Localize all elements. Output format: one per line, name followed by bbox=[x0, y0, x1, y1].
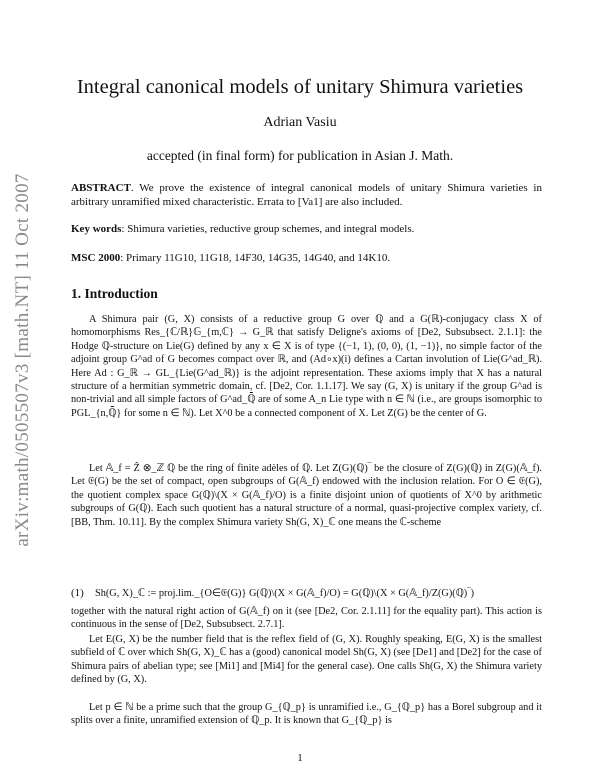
paragraph-text: A Shimura pair (G, X) consists of a reductive group G over ℚ and a G(ℝ)-conjugacy class X of homomorphisms Res_{ℂ/ℝ}𝔾_{m,ℂ} → G_ℝ that satisfy Deligne's axioms of [De2, Subsubsect. 2.1.1]: the Hodge ℚ-structure on Lie(G) defined by any x ∈ X is of type {(−1, 1), (0, 0), (1, −1)}, no simple factor of the adjoint group G^ad of G becomes compact over ℝ, and (Ad∘x)(i) defines a Cartan involution of Lie(G^ad_ℝ). Here Ad : G_ℝ → GL_{Lie(G^ad_ℝ)} is the adjoint representation. These axioms imply that X has a natural structure of a hermitian symmetric domain, cf. [De2, Cor. 1.1.17]. We say (G, X) is unitary if the group G^ad is non-trivial and all simple factors of G^ad_ℚ̄ are of some A_n Lie type with n ∈ ℕ (i.e., are groups isomorphic to PGL_{n,ℚ̄} for some n ∈ ℕ). Let X^0 be a connected component of X. Let Z(G) be the center of G. bbox=[71, 314, 542, 419]
keywords-label: Key words bbox=[71, 223, 122, 235]
msc-text: : Primary 11G10, 11G18, 14F30, 14G35, 14G40, and 14K10. bbox=[120, 252, 391, 264]
intro-paragraph-1 bbox=[71, 313, 542, 420]
abstract-label: ABSTRACT bbox=[71, 182, 131, 194]
msc-classification bbox=[71, 251, 542, 265]
keywords bbox=[71, 222, 542, 236]
publication-note: accepted (in final form) for publication in Asian J. Math. bbox=[146, 148, 454, 163]
paragraph-text: Let E(G, X) be the number field that is the reflex field of (G, X). Roughly speaking, E(G, X) is the smallest subfield of ℂ over which Sh(G, X)_ℂ has a (good) canonical model Sh(G, X) (see [De1] and [De2] for the case of Shimura pairs of abelian type; see [Mi1] and [Mi4] for the general case). One calls Sh(G, X) the Shimura variety defined by (G, X). bbox=[71, 634, 542, 686]
paper-title: Integral canonical models of unitary Shimura varieties bbox=[76, 76, 524, 98]
abstract bbox=[71, 181, 542, 210]
equation-body: Sh(G, X)_ℂ := proj.lim._{O∈𝔈(G)} G(ℚ)\(X × G(𝔸_f)/O) = G(ℚ)\(X × G(𝔸_f)/Z(G)(ℚ)‾) bbox=[95, 588, 475, 599]
intro-paragraph-3 bbox=[71, 605, 542, 632]
equation-number: (1) bbox=[71, 587, 84, 599]
paragraph-text: together with the natural right action of G(𝔸_f) on it (see [De2, Cor. 2.1.11] for the equality part). This action is continuous in the sense of [De2, Subsubsect. 2.7.1]. bbox=[71, 606, 542, 631]
paragraph-text: Let p ∈ ℕ be a prime such that the group G_{ℚ_p} is unramified i.e., G_{ℚ_p} has a Borel subgroup and it splits over a finite, unramified extension of ℚ_p. It is known that G_{ℚ_p} is bbox=[71, 702, 542, 727]
page-number: 1 bbox=[297, 752, 303, 764]
abstract-text: . We prove the existence of integral canonical models of unitary Shimura varieties in arbitrary unramified mixed characteristic. Errata to [Va1] are also included. bbox=[71, 182, 542, 209]
keywords-text: : Shimura varieties, reductive group schemes, and integral models. bbox=[121, 223, 415, 235]
msc-label: MSC 2000 bbox=[71, 252, 121, 264]
paragraph-text: Let 𝔸_f = Ẑ ⊗_ℤ ℚ be the ring of finite adèles of ℚ. Let Z(G)(ℚ)‾ be the closure of Z(G)(ℚ) in Z(G)(𝔸_f). Let 𝔈(G) be the set of compact, open subgroups of G(𝔸_f) endowed with the inclusion relation. For O ∈ 𝔈(G), the quotient complex space G(ℚ)\(X × G(𝔸_f)/O) is a finite disjoint union of quotients of X^0 by arithmetic subgroups of G(ℚ). Each such quotient has a natural structure of a normal, quasi-projective complex variety, cf. [BB, Thm. 10.11]. By the complex Shimura variety Sh(G, X)_ℂ one means the ℂ-scheme bbox=[71, 463, 542, 528]
intro-paragraph-5 bbox=[71, 701, 542, 728]
intro-paragraph-4 bbox=[71, 633, 542, 687]
arxiv-side-stamp bbox=[6, 130, 40, 590]
arxiv-identifier: arXiv:math/0505507v3 [math.NT] 11 Oct 2007 bbox=[12, 173, 33, 547]
section-heading: 1. Introduction bbox=[71, 286, 158, 301]
intro-paragraph-2 bbox=[71, 462, 542, 529]
paper-author: Adrian Vasiu bbox=[263, 115, 337, 130]
